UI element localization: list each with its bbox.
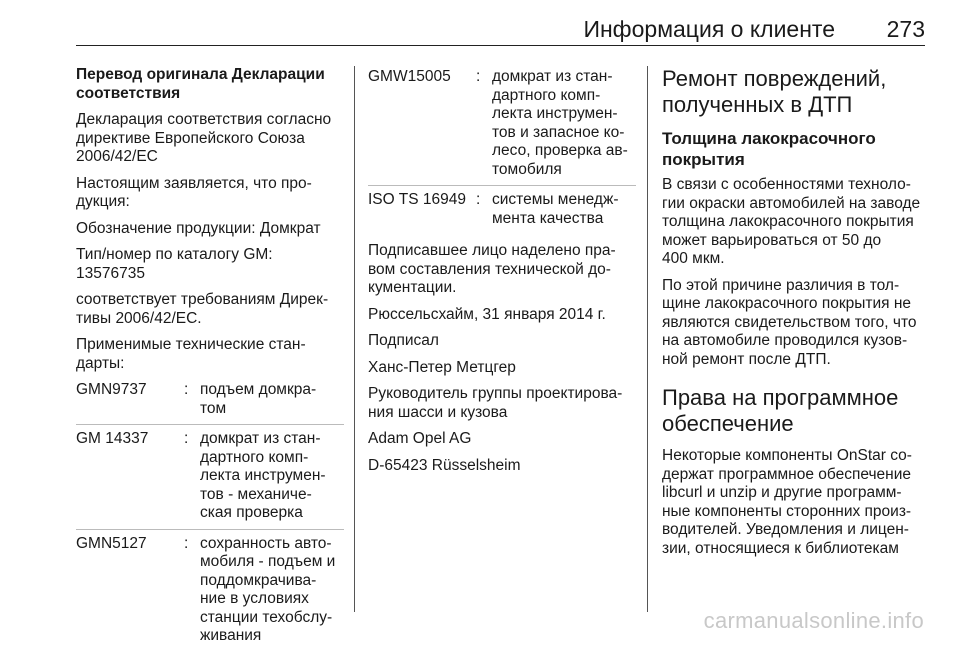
paragraph: Руководитель группы проектирова- ния шасси и кузова: [368, 385, 623, 421]
table-row: [368, 68, 636, 186]
paragraph: Рюссельсхайм, 31 января 2014 г.: [368, 305, 606, 323]
column-divider-1: [354, 66, 355, 612]
standard-code: GMN9737: [76, 381, 184, 425]
column-3: [662, 66, 930, 566]
watermark: carmanualsonline.info: [703, 608, 924, 633]
standard-description: домкрат из стан- дартного комп- лекта инструмен- тов - механиче- ская проверка: [200, 425, 344, 530]
standard-description: подъем домкра- том: [200, 381, 344, 425]
paragraph: В связи с особенностями техноло- гии окраски автомобилей на заводе толщина лакокрасочного покрытия может варьироваться от 50 до 400 мкм.: [662, 176, 921, 267]
standard-description: системы менедж- мента качества: [492, 191, 619, 227]
paragraph: Adam Opel AG: [368, 430, 472, 447]
standard-description: сохранность авто- мобиля - подъем и поддомкрачива- ние в условиях станции техобслу- живания: [200, 534, 336, 644]
paragraph: Подписавшее лицо наделено пра- вом составления технической до- кументации.: [368, 242, 616, 296]
separator: :: [476, 68, 492, 186]
paragraph: Применимые технические стан- дарты:: [76, 336, 306, 372]
page-number: 273: [886, 16, 925, 42]
column-1: [76, 66, 344, 652]
paragraph: Обозначение продукции: Домкрат: [76, 219, 321, 237]
table-row: [76, 381, 344, 425]
standard-code: GM 14337: [76, 425, 184, 530]
paragraph: Ханс-Петер Метцгер: [368, 358, 516, 376]
table-row: [76, 529, 344, 652]
paragraph: Подписал: [368, 332, 439, 349]
paragraph: Тип/номер по каталогу GM: 13576735: [76, 246, 273, 282]
paragraph: Некоторые компоненты OnStar со- держат программное обеспечение libcurl и unzip и другие программ- ные компоненты сторонних произ- водителей. Уведомления и лицен- зии, относящиеся к библиотекам: [662, 447, 912, 557]
subsection-heading: Толщина лакокрасочного покрытия: [662, 129, 876, 169]
standards-table: [368, 68, 636, 234]
section-heading: Права на программное обеспечение: [662, 385, 899, 436]
declaration-heading: Перевод оригинала Декларации соответствия: [76, 66, 325, 102]
section-title: Информация о клиенте: [583, 16, 835, 42]
separator: :: [476, 191, 481, 208]
section-heading: Ремонт повреждений, полученных в ДТП: [662, 66, 887, 117]
spacer: [368, 234, 636, 242]
table-row: [76, 425, 344, 530]
paragraph: По этой причине различия в тол- щине лакокрасочного покрытия не являются свидетельством того, что на автомобиле проводился кузов- ной ремонт после ДТП.: [662, 276, 917, 368]
separator: :: [184, 425, 200, 530]
standard-code: GMW15005: [368, 68, 476, 186]
standards-table: [76, 381, 344, 652]
header-rule: [76, 45, 925, 46]
separator: :: [184, 381, 200, 425]
column-2: [368, 66, 636, 483]
paragraph: D-65423 Rüsselsheim: [368, 456, 521, 474]
page-header: [76, 10, 925, 46]
standard-code: ISO TS 16949: [368, 191, 466, 208]
paragraph: Декларация соответствия согласно директиве Европейского Союза 2006/42/EC: [76, 111, 332, 165]
table-row: [368, 186, 636, 235]
paragraph: Настоящим заявляется, что про- дукция:: [76, 174, 312, 210]
column-divider-2: [647, 66, 648, 612]
separator: :: [184, 534, 189, 552]
standard-description: домкрат из стан- дартного комп- лекта инструмен- тов и запасное ко- лесо, проверка ав- томобиля: [492, 68, 636, 186]
standard-code: GMN5127: [76, 534, 147, 552]
paragraph: соответствует требованиям Дирек- тивы 2006/42/EC.: [76, 291, 329, 327]
